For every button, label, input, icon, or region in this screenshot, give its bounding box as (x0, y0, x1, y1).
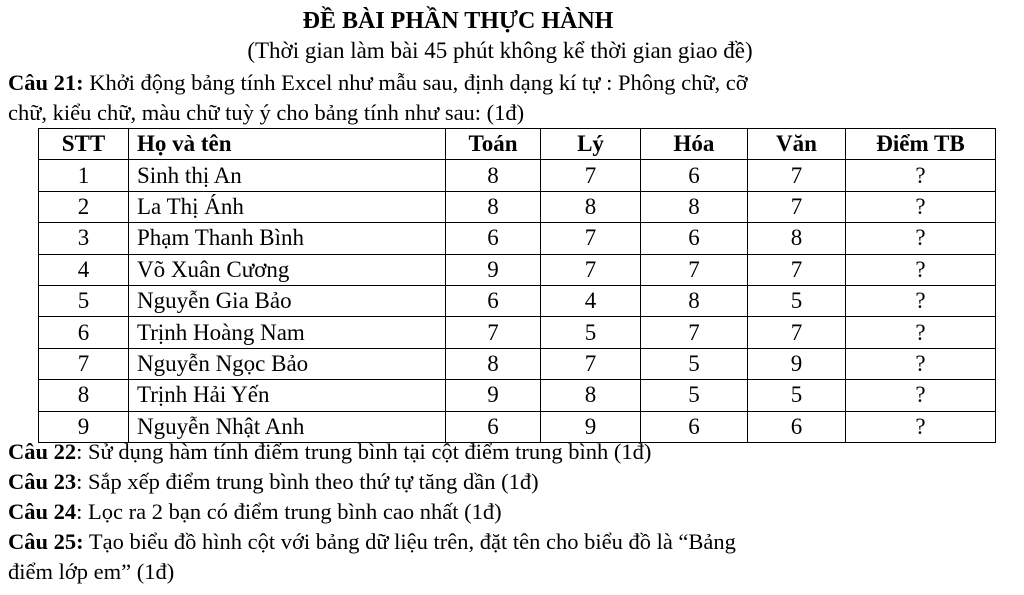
cell-hoa: 7 (641, 254, 748, 285)
question-23-text: : Sắp xếp điểm trung bình theo thứ tự tăng dần (1đ) (76, 469, 539, 494)
cell-ly: 7 (541, 160, 641, 191)
table-row (39, 317, 996, 348)
table-row (39, 191, 996, 222)
cell-van: 7 (748, 254, 846, 285)
question-22-text: : Sử dụng hàm tính điểm trung bình tại cột điểm trung bình (1đ) (76, 439, 652, 464)
question-22 (8, 437, 1008, 467)
cell-name: Võ Xuân Cương (129, 254, 446, 285)
cell-van: 7 (748, 191, 846, 222)
table-row (39, 380, 996, 411)
cell-stt: 7 (39, 348, 129, 379)
cell-name: Trịnh Hoàng Nam (129, 317, 446, 348)
cell-toan: 6 (446, 223, 541, 254)
cell-hoa: 6 (641, 160, 748, 191)
cell-ly: 9 (541, 411, 641, 442)
cell-van: 6 (748, 411, 846, 442)
cell-van: 7 (748, 160, 846, 191)
score-table (38, 128, 996, 443)
cell-diem-tb: ? (846, 317, 996, 348)
cell-stt: 9 (39, 411, 129, 442)
cell-ly: 8 (541, 191, 641, 222)
cell-name: Nguyễn Gia Bảo (129, 285, 446, 316)
cell-diem-tb: ? (846, 254, 996, 285)
header-toan: Toán (446, 129, 541, 160)
question-25-line2: điểm lớp em” (1đ) (8, 559, 175, 584)
cell-toan: 6 (446, 285, 541, 316)
cell-stt: 1 (39, 160, 129, 191)
cell-toan: 9 (446, 380, 541, 411)
cell-toan: 6 (446, 411, 541, 442)
page-title: ĐỀ BÀI PHẦN THỰC HÀNH (302, 8, 614, 34)
table-row (39, 160, 996, 191)
cell-name: Phạm Thanh Bình (129, 223, 446, 254)
question-21-line2: chữ, kiểu chữ, màu chữ tuỳ ý cho bảng tính như sau: (1đ) (8, 100, 525, 125)
cell-stt: 5 (39, 285, 129, 316)
cell-diem-tb: ? (846, 411, 996, 442)
cell-hoa: 8 (641, 191, 748, 222)
table-row (39, 223, 996, 254)
cell-ly: 4 (541, 285, 641, 316)
cell-ly: 5 (541, 317, 641, 348)
cell-hoa: 5 (641, 380, 748, 411)
cell-toan: 8 (446, 191, 541, 222)
cell-hoa: 5 (641, 348, 748, 379)
question-21-text: Khởi động bảng tính Excel như mẫu sau, định dạng kí tự : Phông chữ, cỡ (83, 70, 748, 95)
cell-van: 5 (748, 380, 846, 411)
cell-name: Sinh thị An (129, 160, 446, 191)
cell-van: 9 (748, 348, 846, 379)
cell-stt: 3 (39, 223, 129, 254)
cell-stt: 6 (39, 317, 129, 348)
cell-ly: 7 (541, 254, 641, 285)
cell-name: La Thị Ánh (129, 191, 446, 222)
table-row (39, 348, 996, 379)
question-25-label: Câu 25: (8, 529, 84, 554)
question-24-text: : Lọc ra 2 bạn có điểm trung bình cao nhất (1đ) (76, 499, 502, 524)
cell-diem-tb: ? (846, 191, 996, 222)
cell-hoa: 6 (641, 411, 748, 442)
cell-ly: 8 (541, 380, 641, 411)
cell-stt: 4 (39, 254, 129, 285)
cell-name: Trịnh Hải Yến (129, 380, 446, 411)
question-22-label: Câu 22 (8, 439, 77, 464)
cell-van: 7 (748, 317, 846, 348)
cell-toan: 8 (446, 348, 541, 379)
cell-van: 5 (748, 285, 846, 316)
header-ly: Lý (541, 129, 641, 160)
cell-ly: 7 (541, 348, 641, 379)
cell-van: 8 (748, 223, 846, 254)
table-row (39, 285, 996, 316)
time-note: (Thời gian làm bài 45 phút không kể thời gian giao đề) (247, 38, 753, 63)
question-23 (8, 467, 1008, 497)
header-name: Họ và tên (129, 129, 446, 160)
cell-ly: 7 (541, 223, 641, 254)
cell-stt: 2 (39, 191, 129, 222)
cell-diem-tb: ? (846, 285, 996, 316)
cell-toan: 8 (446, 160, 541, 191)
header-stt: STT (39, 129, 129, 160)
question-25-text: Tạo biểu đồ hình cột với bảng dữ liệu trên, đặt tên cho biểu đồ là “Bảng (83, 529, 736, 554)
cell-toan: 9 (446, 254, 541, 285)
question-24 (8, 497, 1008, 527)
cell-diem-tb: ? (846, 348, 996, 379)
cell-name: Nguyễn Ngọc Bảo (129, 348, 446, 379)
header-diem-tb: Điểm TB (846, 129, 996, 160)
cell-stt: 8 (39, 380, 129, 411)
cell-hoa: 7 (641, 317, 748, 348)
cell-diem-tb: ? (846, 380, 996, 411)
cell-hoa: 8 (641, 285, 748, 316)
question-23-label: Câu 23 (8, 469, 77, 494)
cell-diem-tb: ? (846, 223, 996, 254)
question-24-label: Câu 24 (8, 499, 77, 524)
table-row (39, 254, 996, 285)
question-25-line1 (8, 527, 1008, 557)
cell-diem-tb: ? (846, 160, 996, 191)
question-21-label: Câu 21: (8, 70, 84, 95)
cell-name: Nguyễn Nhật Anh (129, 411, 446, 442)
header-van: Văn (748, 129, 846, 160)
question-21-line1 (8, 68, 1008, 98)
cell-hoa: 6 (641, 223, 748, 254)
table-header-row (39, 129, 996, 160)
cell-toan: 7 (446, 317, 541, 348)
header-hoa: Hóa (641, 129, 748, 160)
